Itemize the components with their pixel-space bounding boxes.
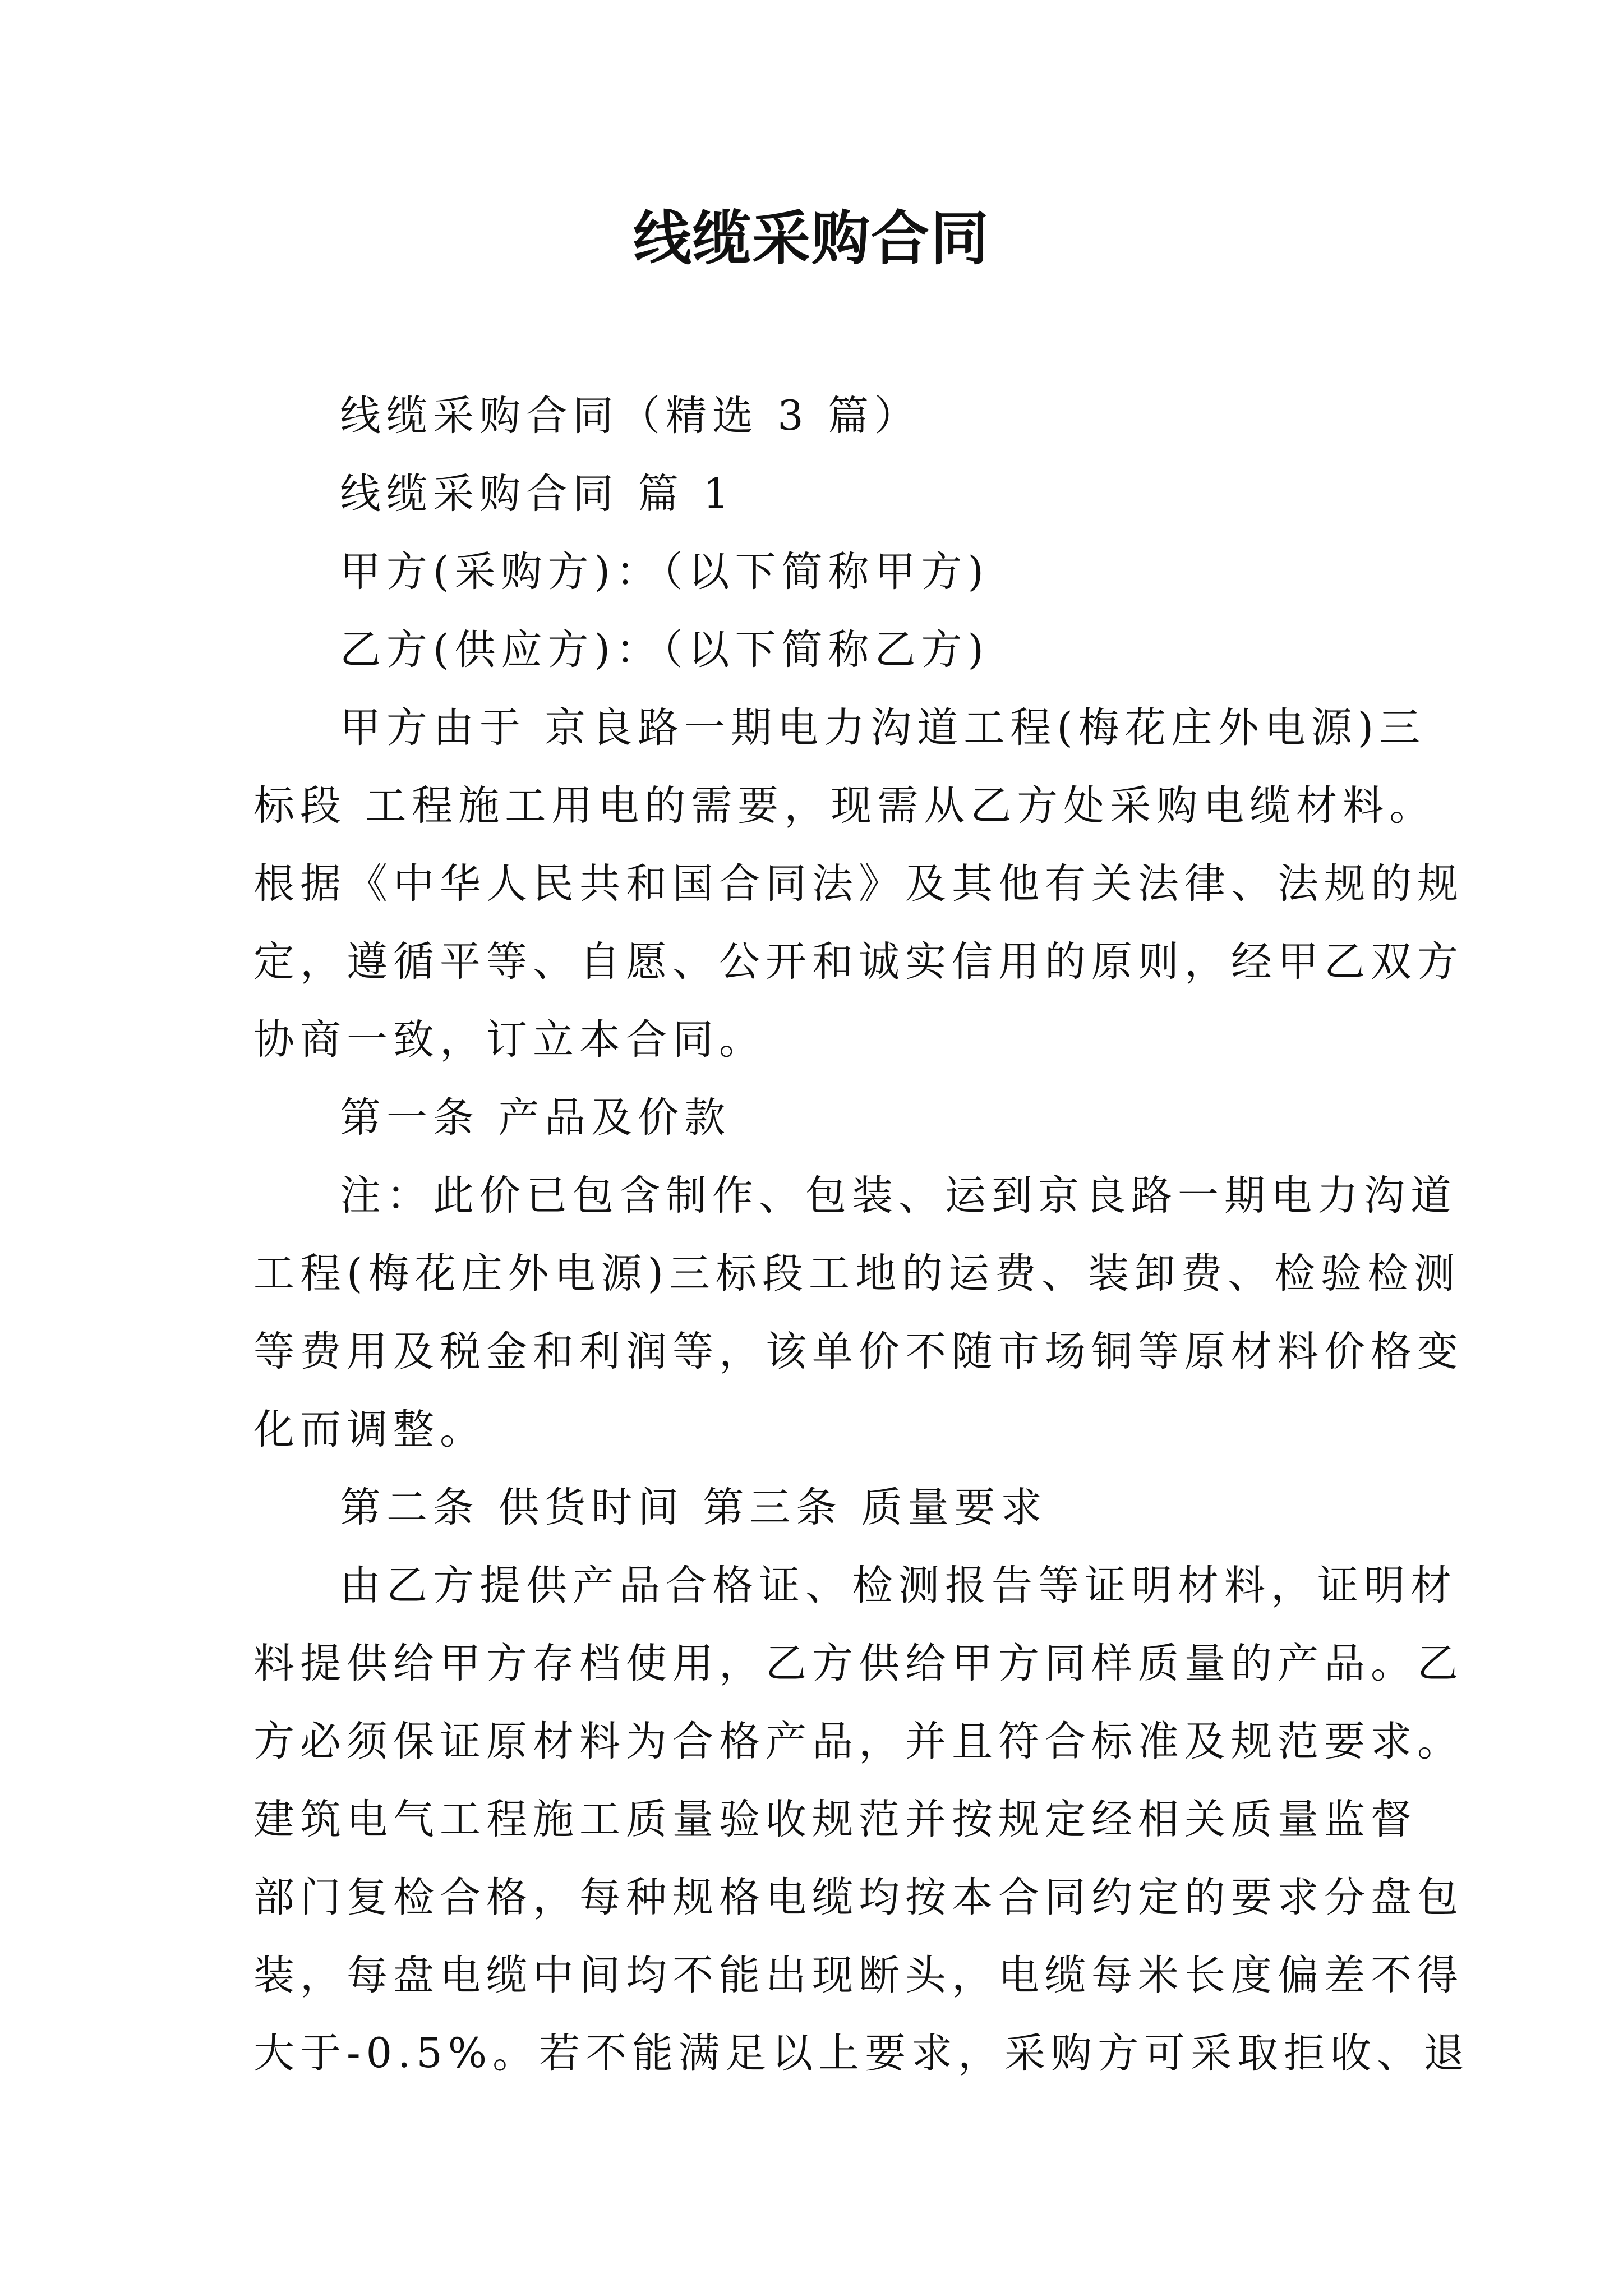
text-line: 根据《中华人民共和国合同法》及其他有关法律、法规的规 [253,860,1464,908]
text-line: 大于-0.5%。若不能满足以上要求，采购方可采取拒收、退 [253,2030,1470,2077]
text-line: 第一条 产品及价款 [340,1094,731,1142]
text-line: 甲方(采购方)：（以下简称甲方) [340,548,989,596]
text-line: 由乙方提供产品合格证、检测报告等证明材料，证明材 [340,1562,1457,1609]
text-line: 工程(梅花庄外电源)三标段工地的运费、装卸费、检验检测 [253,1250,1460,1297]
text-line: 甲方由于 京良路一期电力沟道工程(梅花庄外电源)三 [340,704,1426,752]
text-line: 化而调整。 [253,1406,486,1453]
document-body [253,377,1470,2092]
text-line: 标段 工程施工用电的需要，现需从乙方处采购电缆材料。 [253,782,1436,830]
text-line: 注：此价已包含制作、包装、运到京良路一期电力沟道 [340,1172,1457,1220]
text-line: 装，每盘电缆中间均不能出现断头，电缆每米长度偏差不得 [253,1952,1464,1999]
text-line: 线缆采购合同 篇 1 [340,470,735,518]
text-line: 建筑电气工程施工质量验收规范并按规定经相关质量监督 [253,1796,1417,1843]
text-line: 料提供给甲方存档使用，乙方供给甲方同样质量的产品。乙 [253,1640,1464,1687]
text-line: 部门复检合格，每种规格电缆均按本合同约定的要求分盘包 [253,1874,1464,1921]
text-line: 第二条 供货时间 第三条 质量要求 [340,1484,1048,1531]
text-line: 方必须保证原材料为合格产品，并且符合标准及规范要求。 [253,1718,1464,1765]
text-line: 等费用及税金和利润等，该单价不随市场铜等原材料价格变 [253,1328,1464,1375]
text-line: 线缆采购合同（精选 3 篇） [340,392,921,440]
document-title: 线缆采购合同 [633,204,990,273]
text-line: 乙方(供应方)：（以下简称乙方) [340,626,989,674]
text-line: 定，遵循平等、自愿、公开和诚实信用的原则，经甲乙双方 [253,938,1464,986]
text-line: 协商一致，订立本合同。 [253,1016,766,1064]
